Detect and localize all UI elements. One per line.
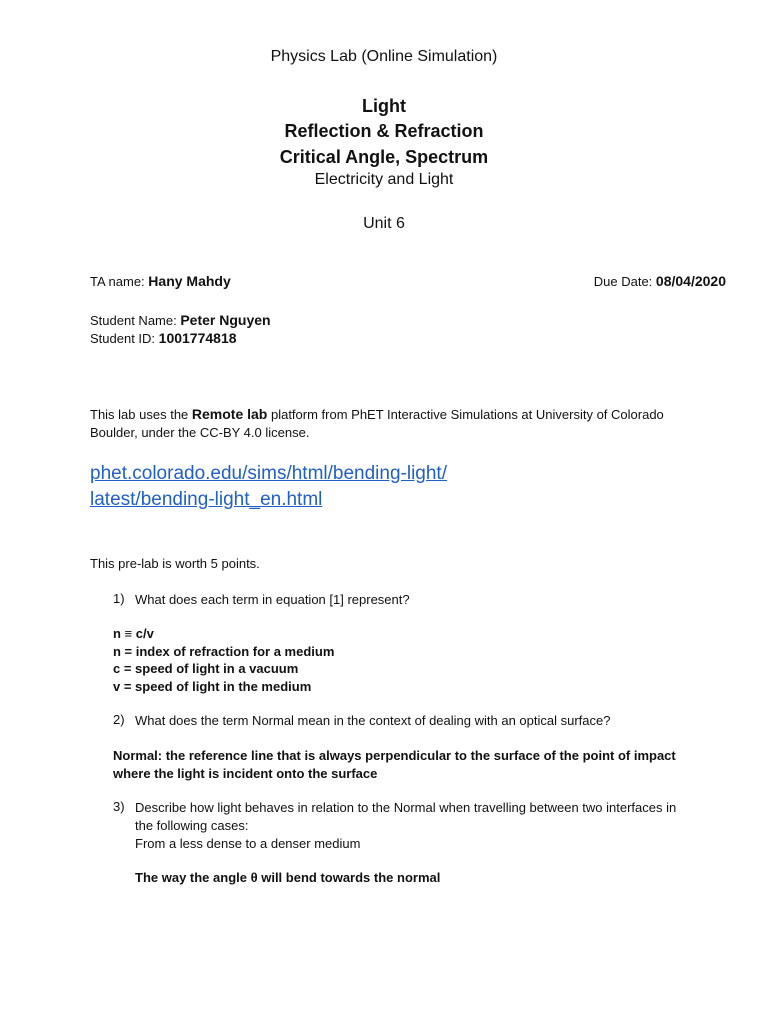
unit-label: Unit 6 bbox=[363, 215, 405, 232]
title-line-2: Reflection & Refraction bbox=[284, 121, 484, 141]
intro-after: platform from PhET Interactive Simulations at University of Colorado Boulder, under the CC-BY 4.0 license. bbox=[90, 407, 664, 440]
student-name bbox=[90, 312, 271, 330]
student-value: Peter Nguyen bbox=[180, 312, 271, 328]
title-line-1: Light bbox=[362, 96, 406, 116]
question-2-number: 2) bbox=[113, 712, 125, 727]
subtitle: Electricity and Light bbox=[314, 171, 454, 188]
question-1-text: What does each term in equation [1] represent? bbox=[135, 592, 410, 607]
answer-2: Normal: the reference line that is always perpendicular to the surface of the point of impact where the light is incident onto the surface bbox=[113, 748, 676, 781]
link-line-2[interactable]: latest/bending-light_en.html bbox=[90, 489, 323, 510]
answer-1-line: v = speed of light in the medium bbox=[113, 678, 312, 694]
ta-label: TA name: bbox=[90, 274, 149, 289]
student-id bbox=[90, 330, 237, 348]
intro-before: This lab uses the bbox=[90, 407, 192, 422]
answer-3: The way the angle θ will bend towards the normal bbox=[135, 870, 441, 885]
question-3-case: From a less dense to a denser medium bbox=[135, 836, 361, 851]
simulation-link[interactable] bbox=[90, 461, 650, 513]
answer-1-line: c = speed of light in a vacuum bbox=[113, 661, 299, 676]
points-note: This pre-lab is worth 5 points. bbox=[90, 556, 260, 571]
due-label: Due Date: bbox=[593, 274, 656, 289]
student-label: Student Name: bbox=[90, 313, 181, 328]
answer-1 bbox=[113, 625, 334, 695]
id-label: Student ID: bbox=[90, 331, 159, 346]
question-3-text: Describe how light behaves in relation to the Normal when travelling between two interfaces in the following cases: bbox=[135, 800, 677, 833]
ta-name bbox=[90, 273, 231, 291]
id-value: 1001774818 bbox=[158, 330, 237, 346]
answer-1-line: n ≡ c/v bbox=[113, 626, 154, 641]
course-title: Physics Lab (Online Simulation) bbox=[270, 48, 498, 65]
question-3-number: 3) bbox=[113, 799, 125, 814]
question-1-number: 1) bbox=[113, 591, 125, 606]
title-line-3: Critical Angle, Spectrum bbox=[279, 147, 489, 167]
question-3-block bbox=[135, 799, 685, 853]
due-date bbox=[594, 273, 726, 291]
question-2-text: What does the term Normal mean in the context of dealing with an optical surface? bbox=[135, 713, 611, 728]
ta-value: Hany Mahdy bbox=[148, 273, 231, 289]
link-line-1[interactable]: phet.colorado.edu/sims/html/bending-light/ bbox=[90, 463, 447, 484]
intro-paragraph bbox=[90, 405, 680, 442]
answer-1-line: n = index of refraction for a medium bbox=[113, 643, 335, 659]
due-value: 08/04/2020 bbox=[655, 273, 726, 289]
intro-keyword: Remote lab bbox=[191, 406, 268, 422]
